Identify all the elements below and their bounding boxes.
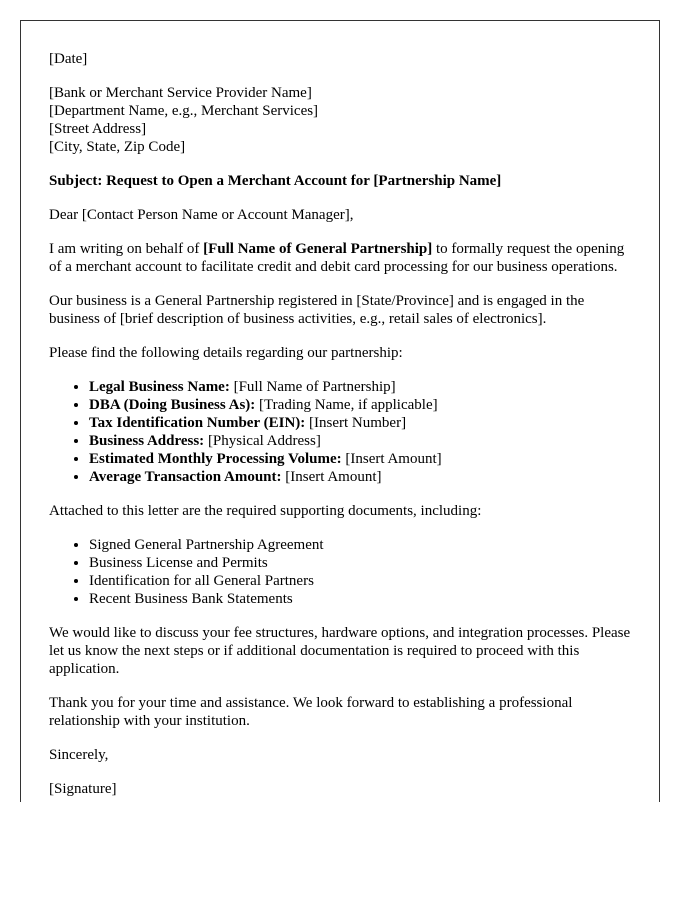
detail-label: Estimated Monthly Processing Volume: [89,451,342,467]
recipient-street: [Street Address] [49,121,147,137]
recipient-department: [Department Name, e.g., Merchant Services] [49,103,319,119]
discussion-paragraph: We would like to discuss your fee structures, hardware options, and integration processes. Please let us know the next steps or if additional documentation is required to proceed with this application. [49,625,631,677]
detail-item [89,396,631,414]
documents-list [49,536,631,608]
detail-value: [Full Name of Partnership] [229,379,396,395]
recipient-city: [City, State, Zip Code] [49,139,186,155]
document-item: • Identification for all General Partners [89,572,631,590]
detail-value: [Physical Address] [204,433,321,449]
detail-item [89,432,631,450]
letter-page [20,20,660,802]
date: [Date] [49,51,88,67]
details-intro: Please find the following details regarding our partnership: [49,345,403,361]
business-paragraph: Our business is a General Partnership registered in [State/Province] and is engaged in the business of [brief description of business activities, e.g., retail sales of electronics]. [49,293,585,327]
intro-after: to formally request the opening of a merchant account to facilitate credit and debit card processing for our business operations. [49,241,625,275]
salutation: Dear [Contact Person Name or Account Manager], [49,207,354,223]
subject-line [49,172,631,190]
intro-before: I am writing on behalf of [49,241,204,257]
detail-label: Business Address: [89,433,205,449]
recipient-name: [Bank or Merchant Service Provider Name] [49,85,312,101]
detail-label: Legal Business Name: [89,379,230,395]
detail-label: Average Transaction Amount: [89,469,282,485]
detail-value: [Insert Number] [305,415,407,431]
document-item: • Business License and Permits [89,554,631,572]
document-item: • Signed General Partnership Agreement [89,536,631,554]
closing: Sincerely, [49,747,109,763]
signature: [Signature] [49,781,117,797]
intro-paragraph [49,240,631,276]
documents-intro: Attached to this letter are the required supporting documents, including: [49,503,482,519]
detail-item [89,378,631,396]
recipient-address [49,84,631,156]
detail-item [89,414,631,432]
details-list [49,378,631,486]
detail-label: Tax Identification Number (EIN): [89,415,306,431]
thanks-paragraph: Thank you for your time and assistance. We look forward to establishing a professional relationship with your institution. [49,695,573,729]
partnership-name: [Full Name of General Partnership] [203,241,433,257]
detail-value: [Trading Name, if applicable] [255,397,438,413]
detail-label: DBA (Doing Business As): [89,397,256,413]
detail-item [89,468,631,486]
document-item: • Recent Business Bank Statements [89,590,631,608]
subject-text: Subject: Request to Open a Merchant Account for [Partnership Name] [49,173,502,189]
detail-item [89,450,631,468]
detail-value: [Insert Amount] [281,469,382,485]
detail-value: [Insert Amount] [341,451,442,467]
